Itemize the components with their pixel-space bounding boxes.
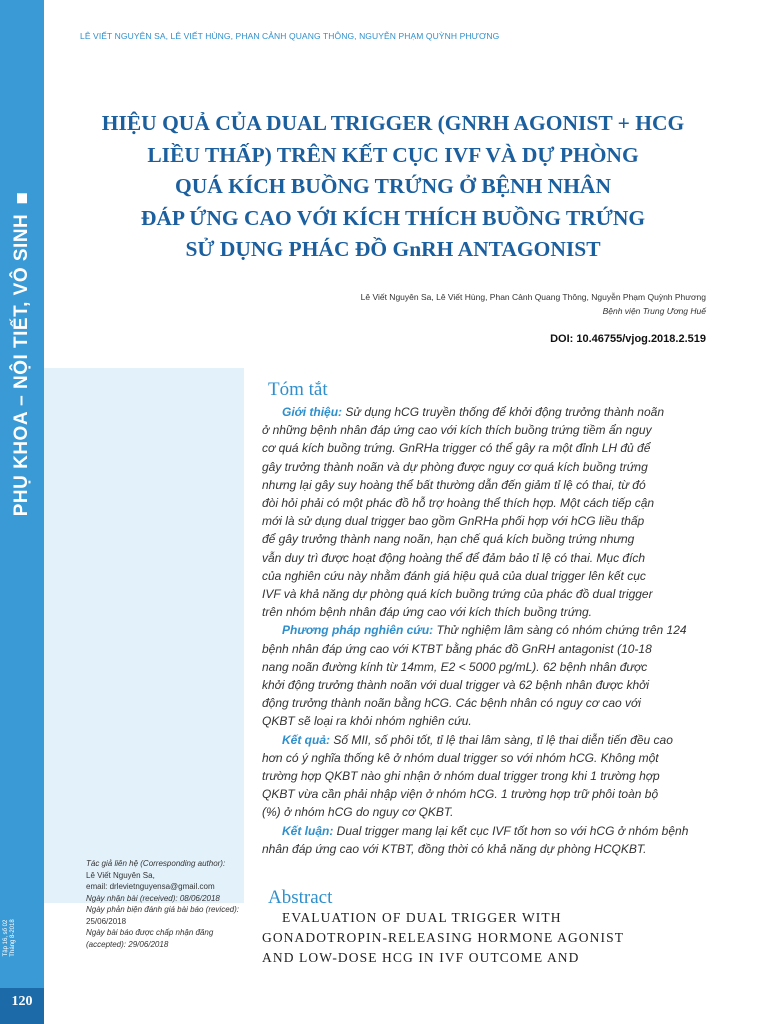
abstract-line: ở những bệnh nhân đáp ứng cao với kích thích buồng trứng tiềm ẩn nguy bbox=[262, 423, 652, 438]
methods-label: Phương pháp nghiên cứu: bbox=[282, 623, 434, 638]
accepted-date: (accepted): 29/06/2018 bbox=[86, 939, 169, 949]
corr-email[interactable]: email: drlevietnguyensa@gmail.com bbox=[86, 882, 215, 891]
corr-name: Lê Viết Nguyên Sa, bbox=[86, 870, 155, 880]
abstract-en-title bbox=[262, 908, 710, 968]
square-bullet-icon bbox=[17, 194, 27, 204]
abstract-text: Thử nghiệm lâm sàng có nhóm chứng trên 124 bbox=[433, 623, 687, 638]
abstract-line: QKBT sẽ loại ra khỏi nhóm nghiên cứu. bbox=[262, 714, 472, 729]
abstract-text: Sử dụng hCG truyền thống để khởi động trưởng thành noãn bbox=[342, 405, 664, 419]
page-number: 120 bbox=[11, 994, 33, 1009]
volume-info bbox=[3, 908, 17, 968]
journal-section-text: PHỤ KHOA – NỘI TIẾT, VÔ SINH bbox=[11, 213, 32, 517]
title-line: HIỆU QUẢ CỦA DUAL TRIGGER (GNRH AGONIST + HCG bbox=[101, 111, 685, 135]
abstract-line bbox=[262, 822, 710, 840]
article-title bbox=[50, 108, 736, 266]
revised-label: Ngày phản biện đánh giá bài báo (reviced): bbox=[86, 905, 239, 914]
volume-issue: Tập 16, số 02 bbox=[3, 919, 9, 957]
abstract-line: bệnh nhân đáp ứng cao với KTBT bằng phác đồ GnRH antagonist (10-18 bbox=[262, 641, 652, 656]
abstract-line: hơn có ý nghĩa thống kê ở nhóm dual trigger so với nhóm hCG. Không một bbox=[262, 750, 659, 765]
sidebar-panel bbox=[44, 368, 244, 903]
abstract-line: gây trưởng thành noãn và dự phòng được nguy cơ quá kích buồng trứng bbox=[262, 459, 648, 474]
abstract-line bbox=[262, 621, 710, 639]
en-title-line: EVALUATION OF DUAL TRIGGER WITH bbox=[282, 910, 562, 925]
revised-date: 25/06/2018 bbox=[86, 916, 127, 926]
abstract-line: vẫn duy trì được hoạt động hoàng thể để đảm bảo tỉ lệ có thai. Mục đích bbox=[262, 550, 646, 565]
abstract-line: của nghiên cứu này nhằm đánh giá hiệu quả của dual trigger lên kết cục bbox=[262, 568, 646, 583]
intro-label: Giới thiệu: bbox=[282, 405, 343, 419]
author-list: Lê Viết Nguyên Sa, Lê Viết Hùng, Phan Cảnh Quang Thông, Nguyễn Phạm Quỳnh Phương bbox=[360, 292, 706, 302]
abstract-line bbox=[262, 403, 710, 421]
abstract-en-heading: Abstract bbox=[268, 887, 333, 908]
abstract-line: để gây trưởng thành nang noãn, hạn chế quá kích buồng trứng nhưng bbox=[262, 532, 635, 547]
volume-date: Tháng 8-2018 bbox=[10, 919, 16, 957]
results-label: Kết quả: bbox=[282, 732, 330, 747]
abstract-line: khởi động trưởng thành noãn với dual trigger và 62 bệnh nhân được khởi bbox=[262, 678, 650, 693]
title-line: ĐÁP ỨNG CAO VỚI KÍCH THÍCH BUỒNG TRỨNG bbox=[140, 205, 646, 230]
journal-section-label bbox=[11, 194, 33, 517]
abstract-line: trên nhóm bệnh nhân đáp ứng cao với kích thích buồng trứng. bbox=[262, 605, 593, 620]
abstract-line: QKBT vừa cần phải nhập viện ở nhóm hCG. 1 trường hợp trữ phôi toàn bộ bbox=[262, 787, 659, 802]
abstract-line: IVF và khả năng dự phòng quá kích buồng trứng của phác đồ dual trigger bbox=[262, 587, 653, 602]
affiliation: Bệnh viện Trung Ương Huế bbox=[602, 306, 706, 316]
accepted-label: Ngày bài báo được chấp nhận đăng bbox=[86, 928, 214, 937]
received-date: Ngày nhận bài (received): 08/06/2018 bbox=[86, 893, 220, 903]
correspondence-info bbox=[86, 858, 246, 950]
abstract-line: mới là sử dụng dual trigger bao gồm GnRHa phối hợp với hCG liều thấp bbox=[262, 514, 645, 529]
abstract-line: nang noãn đường kính từ 14mm, E2 < 5000 pg/mL). 62 bệnh nhân được bbox=[262, 659, 648, 674]
title-line: QUÁ KÍCH BUỒNG TRỨNG Ở BỆNH NHÂN bbox=[174, 174, 611, 198]
abstract-line: trường hợp QKBT nào ghi nhận ở nhóm dual trigger trong khi 1 trường hợp bbox=[262, 769, 660, 784]
en-title-line: AND LOW-DOSE HCG IN IVF OUTCOME AND bbox=[262, 950, 580, 965]
title-line: SỬ DỤNG PHÁC ĐỒ GnRH ANTAGONIST bbox=[185, 237, 601, 261]
abstract-line: động trưởng thành noãn bằng hCG. Các bệnh nhân có nguy cơ cao với bbox=[262, 696, 641, 711]
running-head: LÊ VIẾT NGUYÊN SA, LÊ VIẾT HÙNG, PHAN CẢNH QUANG THÔNG, NGUYỄN PHẠM QUỲNH PHƯƠNG bbox=[80, 31, 500, 41]
corr-label: Tác giả liên hệ (Corresponding author): bbox=[86, 859, 226, 868]
abstract-line: (%) ở nhóm hCG do nguy cơ QKBT. bbox=[262, 805, 454, 820]
abstract-line: đòi hỏi phải có một phác đồ hỗ trợ hoàng thể thích hợp. Một cách tiếp cận bbox=[262, 496, 655, 511]
abstract-line bbox=[262, 731, 710, 749]
abstract-vi-heading: Tóm tắt bbox=[268, 379, 328, 400]
abstract-vi-body bbox=[262, 403, 710, 858]
abstract-line: nhân đáp ứng cao với KTBT, đồng thời có khả năng dự phòng HCQKBT. bbox=[262, 841, 647, 856]
conclusion-label: Kết luận: bbox=[282, 823, 334, 838]
abstract-text: Dual trigger mang lại kết cục IVF tốt hơn so với hCG ở nhóm bệnh bbox=[333, 823, 689, 838]
abstract-line: cơ quá kích buồng trứng. GnRHa trigger có thể gây ra một đỉnh LH đủ để bbox=[262, 441, 651, 456]
doi-link[interactable]: DOI: 10.46755/vjog.2018.2.519 bbox=[550, 333, 706, 345]
en-title-line: GONADOTROPIN-RELEASING HORMONE AGONIST bbox=[262, 930, 625, 945]
abstract-text: Số MII, số phôi tốt, tỉ lệ thai lâm sàng, tỉ lệ thai diễn tiến đều cao bbox=[330, 732, 673, 747]
abstract-line: nhưng lại gây suy hoàng thể bất thường dẫn đến giảm tỉ lệ có thai, từ đó bbox=[262, 477, 646, 492]
title-line: LIỀU THẤP) TRÊN KẾT CỤC IVF VÀ DỰ PHÒNG bbox=[147, 142, 639, 167]
